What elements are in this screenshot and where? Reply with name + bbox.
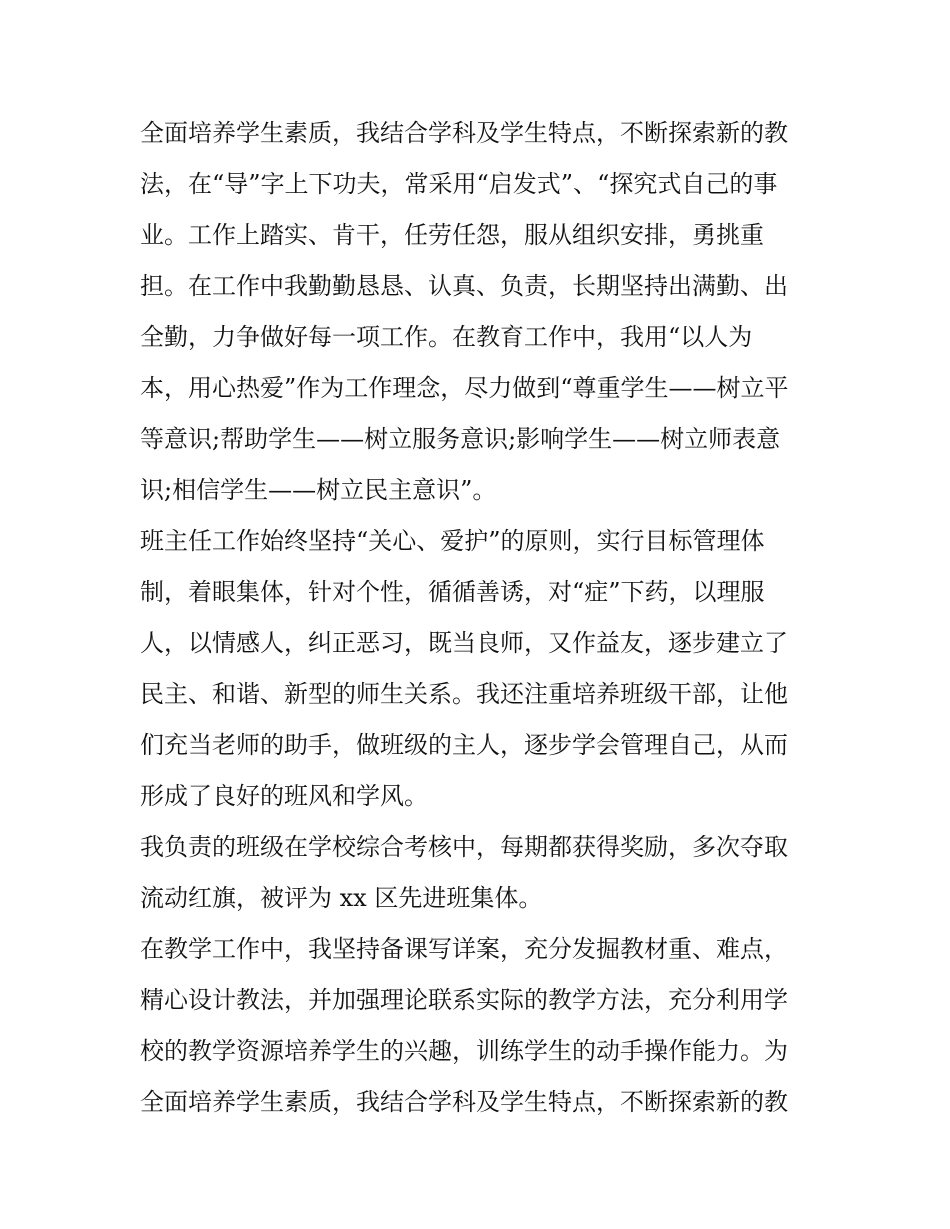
text-line: 等意识;帮助学生——树立服务意识;影响学生——树立师表意 bbox=[140, 425, 781, 453]
text-line: 们充当老师的助手，做班级的主人，逐步学会管理自己，从而 bbox=[140, 731, 788, 759]
text-line: 流动红旗，被评为 xx 区先进班集体。 bbox=[140, 884, 543, 912]
text-line: 人，以情感人，纠正恶习，既当良师，又作益友，逐步建立了 bbox=[140, 629, 788, 657]
text-line: 班主任工作始终坚持“关心、爱护”的原则，实行目标管理体 bbox=[140, 527, 765, 555]
text-line: 法，在“导”字上下功夫，常采用“启发式”、“探究式自己的事 bbox=[140, 170, 778, 198]
text-line: 民主、和谐、新型的师生关系。我还注重培养班级干部，让他 bbox=[140, 680, 788, 708]
text-line: 全面培养学生素质，我结合学科及学生特点，不断探索新的教 bbox=[140, 1088, 788, 1116]
text-line: 我负责的班级在学校综合考核中，每期都获得奖励，多次夺取 bbox=[140, 833, 788, 861]
text-line: 担。在工作中我勤勤恳恳、认真、负责，长期坚持出满勤、出 bbox=[140, 272, 788, 300]
text-line: 全勤，力争做好每一项工作。在教育工作中，我用“以人为 bbox=[140, 323, 753, 351]
text-line: 本，用心热爱”作为工作理念，尽力做到“尊重学生——树立平 bbox=[140, 374, 789, 402]
text-line: 业。工作上踏实、肯干，任劳任怨，服从组织安排，勇挑重 bbox=[140, 221, 764, 249]
text-line: 形成了良好的班风和学风。 bbox=[140, 782, 428, 810]
text-line: 制，着眼集体，针对个性，循循善诱，对“症”下药，以理服 bbox=[140, 578, 765, 606]
text-line: 在教学工作中，我坚持备课写详案，充分发掘教材重、难点， bbox=[140, 935, 788, 963]
text-line: 全面培养学生素质，我结合学科及学生特点，不断探索新的教 bbox=[140, 119, 788, 147]
text-line: 校的教学资源培养学生的兴趣，训练学生的动手操作能力。为 bbox=[140, 1037, 788, 1065]
document-body bbox=[140, 108, 820, 1128]
text-line: 精心设计教法，并加强理论联系实际的教学方法，充分利用学 bbox=[140, 986, 788, 1014]
text-line: 识;相信学生——树立民主意识”。 bbox=[140, 476, 497, 504]
